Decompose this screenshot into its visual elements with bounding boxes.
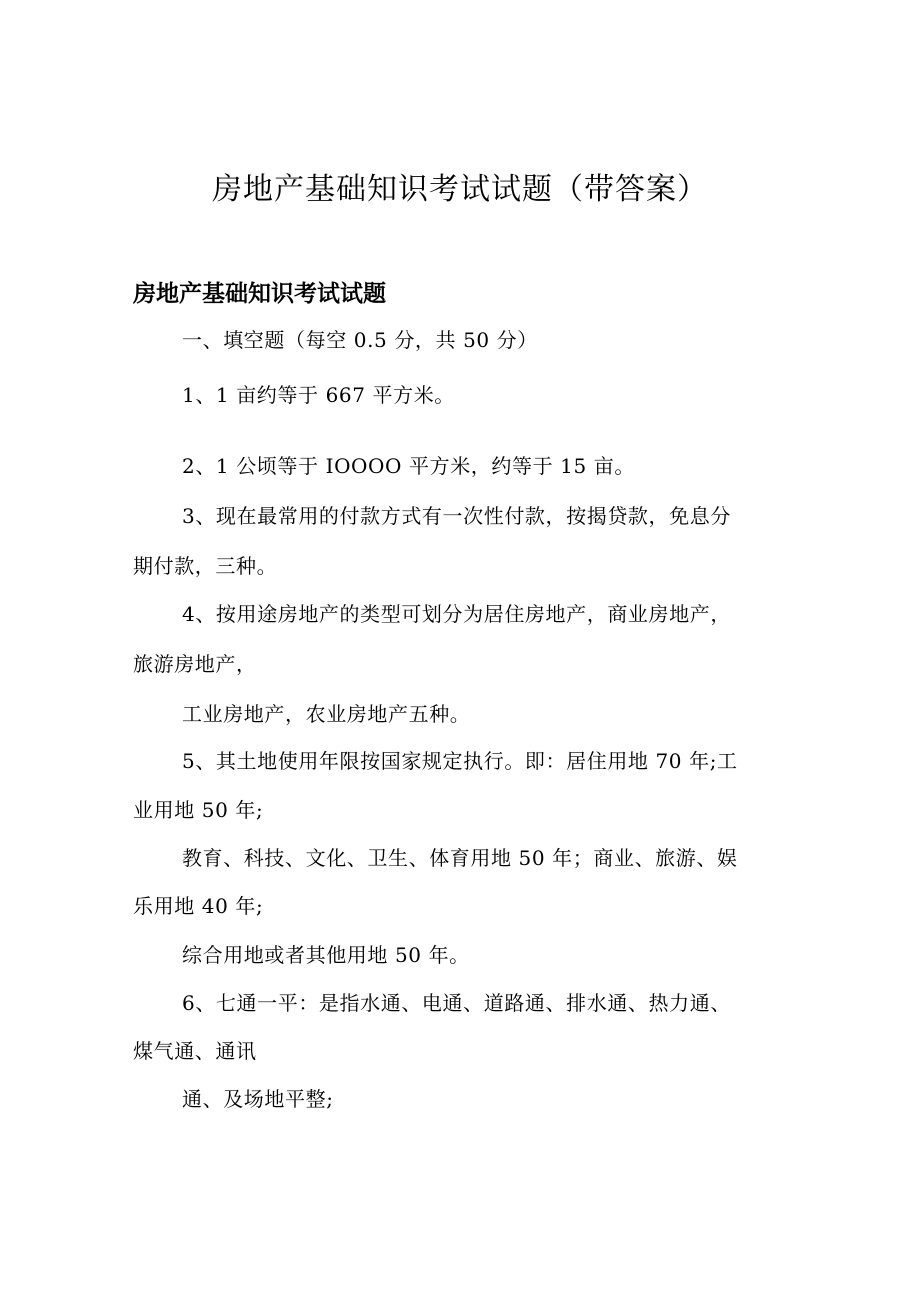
question-3-continuation: 期付款，三种。 [133,554,278,578]
question-6-continuation: 通、及场地平整; [182,1087,334,1111]
question-4-line: 4、按用途房地产的类型可划分为居住房地产，商业房地产， [182,602,731,626]
section-intro-line: 一、填空题（每空 0.5 分，共 50 分） [182,328,538,352]
question-5-continuation: 综合用地或者其他用地 50 年。 [182,943,470,967]
question-6-line: 6、七通一平：是指水通、电通、道路通、排水通、热力通、 [182,991,731,1015]
question-5-continuation: 教育、科技、文化、卫生、体育用地 50 年；商业、旅游、娱 [182,846,738,870]
question-5-line: 5、其土地使用年限按国家规定执行。即：居住用地 70 年;工 [182,749,738,773]
question-6-continuation: 煤气通、通讯 [133,1039,257,1063]
section-heading: 房地产基础知识考试试题 [133,281,386,307]
question-4-continuation: 旅游房地产， [133,652,257,676]
question-2-line: 2、1 公顷等于 IOOOO 平方米，约等于 15 亩。 [182,454,635,478]
document-title: 房地产基础知识考试试题（带答案） [212,172,708,207]
question-3-line: 3、现在最常用的付款方式有一次性付款，按揭贷款，免息分 [182,504,731,528]
question-5-continuation: 乐用地 40 年; [133,894,264,918]
question-4-continuation: 工业房地产，农业房地产五种。 [182,702,471,726]
question-5-continuation: 业用地 50 年; [133,798,264,822]
question-1-line: 1、1 亩约等于 667 平方米。 [182,383,455,407]
